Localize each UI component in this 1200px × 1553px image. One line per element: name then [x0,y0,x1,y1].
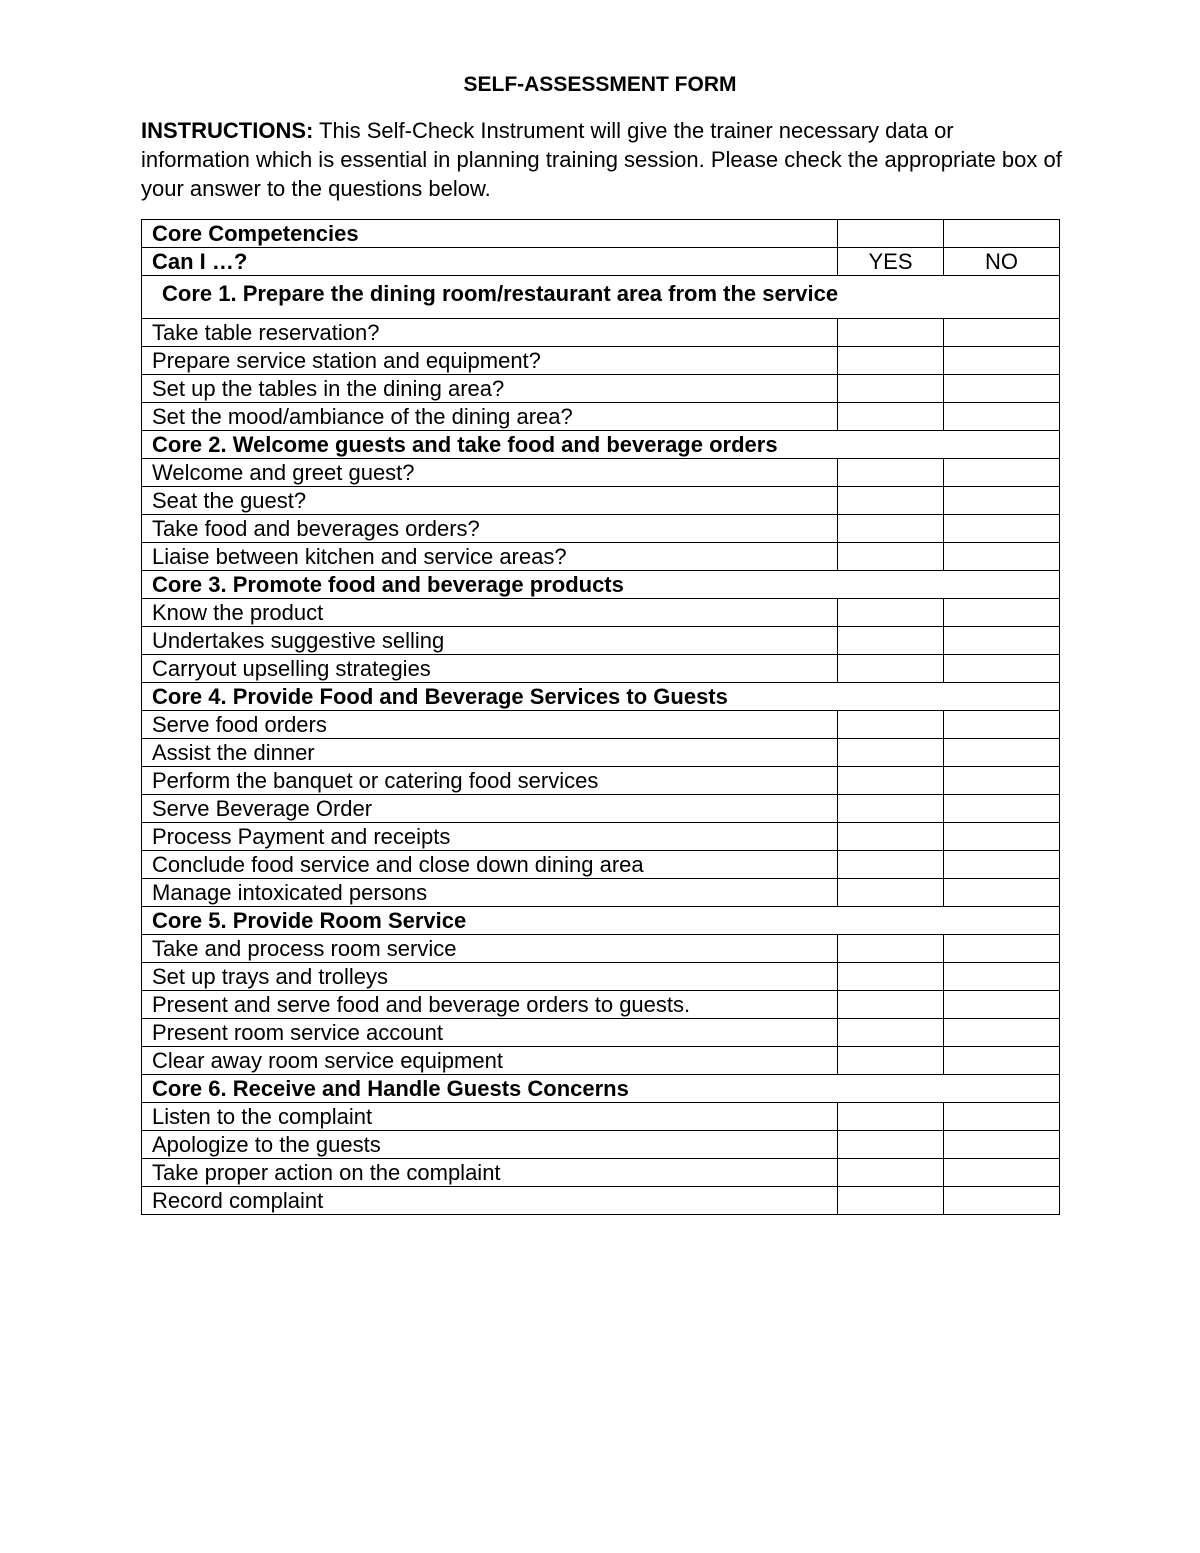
question-text: Assist the dinner [142,739,838,767]
question-row [142,1159,1060,1187]
yes-checkbox-cell[interactable] [838,319,944,347]
instructions-label: INSTRUCTIONS: [141,118,314,143]
column-yes-header: YES [838,248,944,276]
question-row [142,375,1060,403]
question-row [142,879,1060,907]
no-checkbox-cell[interactable] [944,1159,1060,1187]
question-row [142,347,1060,375]
question-text: Carryout upselling strategies [142,655,838,683]
question-text: Take proper action on the complaint [142,1159,838,1187]
section-row [142,571,1060,599]
question-row [142,991,1060,1019]
yes-checkbox-cell[interactable] [838,795,944,823]
question-row [142,627,1060,655]
header-row-title [142,220,1060,248]
question-text: Manage intoxicated persons [142,879,838,907]
question-row [142,823,1060,851]
section-row [142,907,1060,935]
question-text: Take table reservation? [142,319,838,347]
yes-checkbox-cell[interactable] [838,655,944,683]
yes-checkbox-cell[interactable] [838,991,944,1019]
question-row [142,319,1060,347]
question-row [142,1131,1060,1159]
no-checkbox-cell[interactable] [944,767,1060,795]
no-checkbox-cell[interactable] [944,347,1060,375]
no-checkbox-cell[interactable] [944,963,1060,991]
header-empty-no [944,220,1060,248]
section-title: Core 2. Welcome guests and take food and beverage orders [142,431,1060,459]
no-checkbox-cell[interactable] [944,515,1060,543]
question-row [142,851,1060,879]
section-row [142,1075,1060,1103]
question-text: Take and process room service [142,935,838,963]
no-checkbox-cell[interactable] [944,1103,1060,1131]
header-empty-yes [838,220,944,248]
question-text: Liaise between kitchen and service areas? [142,543,838,571]
yes-checkbox-cell[interactable] [838,347,944,375]
no-checkbox-cell[interactable] [944,1047,1060,1075]
section-row [142,431,1060,459]
no-checkbox-cell[interactable] [944,739,1060,767]
yes-checkbox-cell[interactable] [838,1047,944,1075]
question-text: Serve Beverage Order [142,795,838,823]
page-title: SELF-ASSESSMENT FORM [463,73,737,96]
no-checkbox-cell[interactable] [944,991,1060,1019]
no-checkbox-cell[interactable] [944,599,1060,627]
header-row-columns [142,248,1060,276]
no-checkbox-cell[interactable] [944,879,1060,907]
assessment-table [141,219,1060,1215]
section-title: Core 5. Provide Room Service [142,907,1060,935]
yes-checkbox-cell[interactable] [838,1131,944,1159]
no-checkbox-cell[interactable] [944,795,1060,823]
header-question: Can I …? [142,248,838,276]
yes-checkbox-cell[interactable] [838,375,944,403]
yes-checkbox-cell[interactable] [838,767,944,795]
yes-checkbox-cell[interactable] [838,1159,944,1187]
section-row [142,276,1060,319]
yes-checkbox-cell[interactable] [838,879,944,907]
question-text: Record complaint [142,1187,838,1215]
yes-checkbox-cell[interactable] [838,739,944,767]
question-row [142,963,1060,991]
question-text: Apologize to the guests [142,1131,838,1159]
yes-checkbox-cell[interactable] [838,487,944,515]
question-text: Listen to the complaint [142,1103,838,1131]
question-row [142,599,1060,627]
question-row [142,655,1060,683]
question-text: Take food and beverages orders? [142,515,838,543]
question-text: Set up trays and trolleys [142,963,838,991]
question-text: Clear away room service equipment [142,1047,838,1075]
question-text: Prepare service station and equipment? [142,347,838,375]
instructions [141,116,1066,203]
yes-checkbox-cell[interactable] [838,543,944,571]
section-title: Core 1. Prepare the dining room/restaurant area from the service [142,276,1060,319]
column-no-header: NO [944,248,1060,276]
yes-checkbox-cell[interactable] [838,1019,944,1047]
question-text: Perform the banquet or catering food services [142,767,838,795]
no-checkbox-cell[interactable] [944,1187,1060,1215]
no-checkbox-cell[interactable] [944,375,1060,403]
question-text: Welcome and greet guest? [142,459,838,487]
question-text: Know the product [142,599,838,627]
yes-checkbox-cell[interactable] [838,823,944,851]
section-title: Core 6. Receive and Handle Guests Concerns [142,1075,1060,1103]
question-row [142,403,1060,431]
question-text: Serve food orders [142,711,838,739]
no-checkbox-cell[interactable] [944,627,1060,655]
question-text: Conclude food service and close down dining area [142,851,838,879]
no-checkbox-cell[interactable] [944,543,1060,571]
yes-checkbox-cell[interactable] [838,599,944,627]
no-checkbox-cell[interactable] [944,1131,1060,1159]
question-text: Process Payment and receipts [142,823,838,851]
question-text: Present and serve food and beverage orders to guests. [142,991,838,1019]
question-row [142,1019,1060,1047]
header-title: Core Competencies [142,220,838,248]
yes-checkbox-cell[interactable] [838,711,944,739]
section-title: Core 3. Promote food and beverage products [142,571,1060,599]
question-text: Set up the tables in the dining area? [142,375,838,403]
yes-checkbox-cell[interactable] [838,627,944,655]
question-row [142,767,1060,795]
question-row [142,487,1060,515]
yes-checkbox-cell[interactable] [838,515,944,543]
no-checkbox-cell[interactable] [944,487,1060,515]
section-title: Core 4. Provide Food and Beverage Services to Guests [142,683,1060,711]
no-checkbox-cell[interactable] [944,403,1060,431]
question-text: Set the mood/ambiance of the dining area? [142,403,838,431]
no-checkbox-cell[interactable] [944,655,1060,683]
question-row [142,1103,1060,1131]
question-row [142,711,1060,739]
section-row [142,683,1060,711]
no-checkbox-cell[interactable] [944,851,1060,879]
instructions-text: This Self-Check Instrument will give the trainer necessary data or information which is essential in planning training session. Please check the appropriate box of your answer to the questions below. [141,118,1062,201]
question-row [142,543,1060,571]
question-row [142,1187,1060,1215]
assessment-table-body [142,220,1060,1215]
question-text: Seat the guest? [142,487,838,515]
yes-checkbox-cell[interactable] [838,963,944,991]
question-row [142,739,1060,767]
yes-checkbox-cell[interactable] [838,935,944,963]
yes-checkbox-cell[interactable] [838,403,944,431]
no-checkbox-cell[interactable] [944,319,1060,347]
question-row [142,1047,1060,1075]
yes-checkbox-cell[interactable] [838,1103,944,1131]
question-text: Present room service account [142,1019,838,1047]
yes-checkbox-cell[interactable] [838,851,944,879]
no-checkbox-cell[interactable] [944,1019,1060,1047]
question-text: Undertakes suggestive selling [142,627,838,655]
yes-checkbox-cell[interactable] [838,459,944,487]
no-checkbox-cell[interactable] [944,935,1060,963]
no-checkbox-cell[interactable] [944,459,1060,487]
yes-checkbox-cell[interactable] [838,1187,944,1215]
question-row [142,515,1060,543]
question-row [142,935,1060,963]
no-checkbox-cell[interactable] [944,823,1060,851]
question-row [142,459,1060,487]
no-checkbox-cell[interactable] [944,711,1060,739]
question-row [142,795,1060,823]
